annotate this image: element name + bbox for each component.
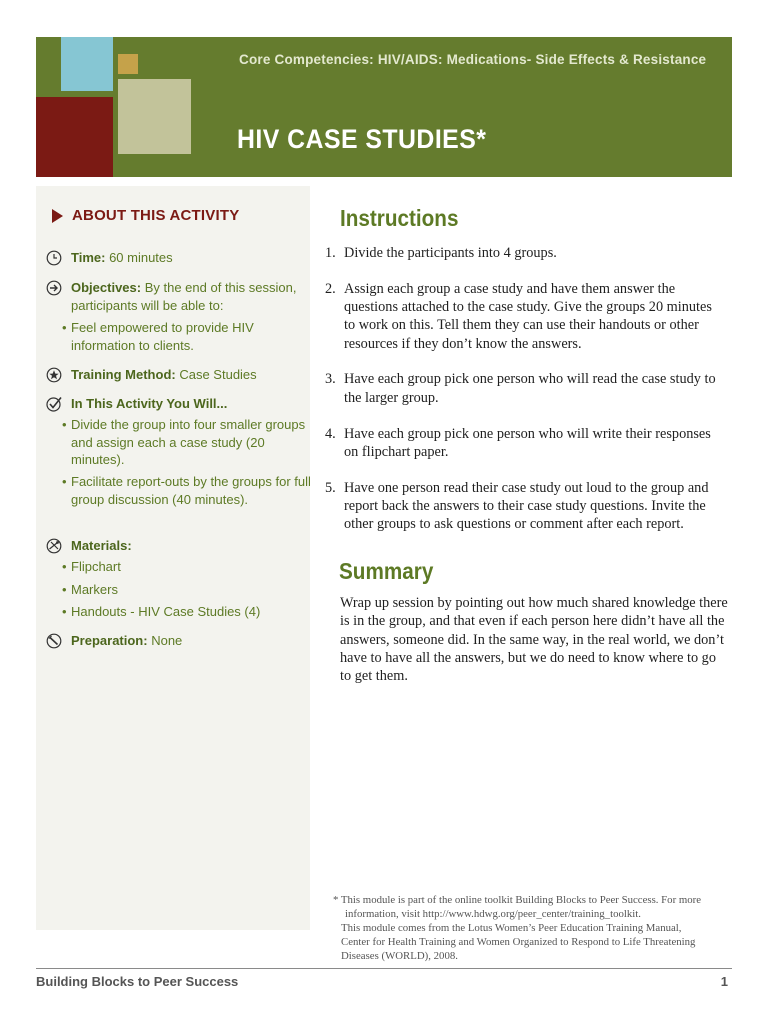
activity-item: Facilitate report-outs by the groups for full group discussion (40 minutes).: [71, 474, 311, 507]
page-number: 1: [720, 974, 728, 989]
header-banner: [36, 37, 732, 177]
instruction-step: 3. Have each group pick one person who will read the case study to the larger group.: [325, 371, 716, 406]
decorative-square-red: [36, 97, 113, 177]
objectives-item: Feel empowered to provide HIV information to clients.: [71, 320, 254, 353]
materials-label: Materials:: [71, 538, 132, 553]
preparation-label: Preparation:: [71, 633, 148, 648]
footnote-line: * This module is part of the online toolkit Building Blocks to Peer Success. For more: [333, 894, 702, 906]
star-circle-icon: [46, 367, 62, 383]
materials-icon: [46, 538, 62, 554]
method-value: Case Studies: [179, 367, 257, 382]
method-row: [46, 366, 304, 384]
materials-bullet-2: • Markers: [62, 582, 118, 597]
footer-title: Building Blocks to Peer Success: [36, 974, 239, 989]
instructions-heading: Instructions: [340, 205, 459, 231]
objectives-text: By the end of this session, participants will be able to:: [71, 280, 297, 313]
instruction-step-text: Have each group pick one person who will write their responses on flipchart paper.: [344, 425, 711, 460]
activity-row: [46, 395, 304, 413]
instruction-step: 5. Have one person read their case study out loud to the group and report back the answers to their case study questions. Invite the other groups to ask questions or comment after each report.: [325, 479, 709, 533]
decorative-square-gold: [118, 54, 138, 74]
objectives-bullet: • Feel empowered to provide HIV information to clients.: [62, 320, 254, 353]
activity-item: Divide the group into four smaller groups and assign each a case study (20 minutes).: [71, 417, 306, 467]
materials-item: Handouts - HIV Case Studies (4): [71, 604, 261, 619]
summary-heading: Summary: [339, 558, 434, 584]
about-activity-sidebar: [36, 186, 310, 930]
objectives-label: Objectives:: [71, 280, 142, 295]
decorative-square-sage: [118, 79, 191, 154]
footnote-line: This module comes from the Lotus Women’s Peer Education Training Manual,: [341, 922, 682, 934]
footer-divider: [36, 968, 732, 969]
triangle-arrow-icon: [52, 209, 63, 223]
footnote-line: Diseases (WORLD), 2008.: [341, 950, 458, 962]
instruction-step: 1. Divide the participants into 4 groups.: [325, 245, 557, 261]
instruction-step: 2. Assign each group a case study and have them answer the questions attached to the case study. Give the groups 20 minutes to work on this. Tell them they can use their handouts or other resources if they don’t know the answers.: [325, 280, 712, 352]
header-subtitle: Core Competencies: HIV/AIDS: Medications- Side Effects & Resistance: [239, 52, 707, 67]
activity-label: In This Activity You Will...: [71, 396, 228, 411]
checkmark-circle-icon: [46, 396, 62, 412]
instruction-step: 4. Have each group pick one person who will write their responses on flipchart paper.: [325, 425, 711, 460]
materials-item: Markers: [71, 582, 118, 597]
footnote: [333, 893, 733, 963]
activity-bullet-2: • Facilitate report-outs by the groups for full group discussion (40 minutes).: [62, 474, 311, 507]
summary-text: Wrap up session by pointing out how much shared knowledge there is in the group, and that even if each person here didn’t have all the answers, someone did. In the same way, in the real world, we don’t have to have all the answers, but we do need to know where to go to get them.: [340, 595, 728, 685]
clock-icon: [46, 250, 62, 266]
footnote-line: information, visit http://www.hdwg.org/peer_center/training_toolkit.: [345, 908, 641, 920]
about-heading: [52, 207, 239, 224]
instruction-step-text: Divide the participants into 4 groups.: [344, 245, 557, 261]
method-label: Training Method:: [71, 367, 176, 382]
activity-bullet-1: • Divide the group into four smaller groups and assign each a case study (20 minutes).: [62, 417, 306, 467]
materials-row: [46, 537, 304, 555]
instruction-step-text: Assign each group a case study and have them answer the questions attached to the case study. Give the groups 20 minutes to work on this. Tell them they can use their handouts or other resources if they don’t know the answers.: [344, 280, 712, 352]
preparation-row: [46, 632, 304, 650]
materials-bullet-3: • Handouts - HIV Case Studies (4): [62, 604, 261, 619]
preparation-icon: [46, 633, 62, 649]
time-row: [46, 249, 304, 267]
instructions-list: [325, 244, 725, 551]
footnote-line: Center for Health Training and Women Organized to Respond to Life Threatening: [341, 936, 696, 948]
preparation-value: None: [151, 633, 183, 648]
instruction-step-text: Have each group pick one person who will read the case study to the larger group.: [344, 371, 716, 406]
page-title: HIV CASE STUDIES*: [237, 124, 487, 154]
decorative-square-blue: [61, 37, 113, 91]
instruction-step-text: Have one person read their case study out loud to the group and report back the answers to their case study questions. Invite the other groups to ask questions or comment after each report.: [344, 479, 709, 533]
time-label: Time:: [71, 250, 106, 265]
arrow-circle-icon: [46, 280, 62, 296]
time-value: 60 minutes: [109, 250, 173, 265]
materials-bullet-1: • Flipchart: [62, 559, 121, 574]
objectives-row: [46, 279, 304, 314]
materials-item: Flipchart: [71, 559, 121, 574]
about-heading-text: ABOUT THIS ACTIVITY: [72, 207, 240, 224]
